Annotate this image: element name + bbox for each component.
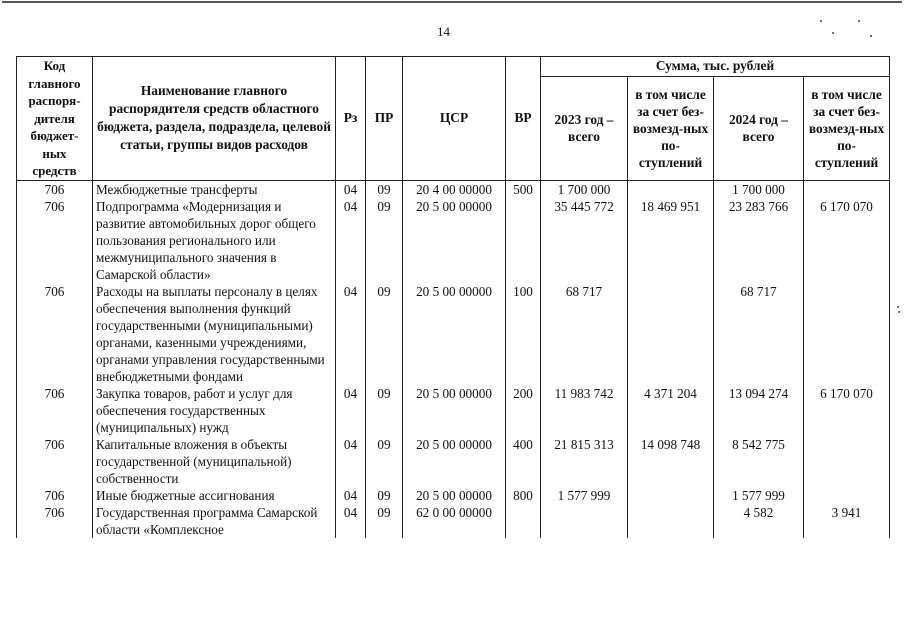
cell-name: Капитальные вложения в объекты государственной (муниципальной) собственности bbox=[93, 436, 336, 487]
page-number: 14 bbox=[437, 24, 450, 39]
cell-2024-gratis bbox=[804, 180, 890, 198]
cell-code: 706 bbox=[17, 504, 93, 538]
cell-2023-gratis: 18 469 951 bbox=[628, 198, 714, 283]
table-row bbox=[17, 487, 890, 504]
cell-code: 706 bbox=[17, 385, 93, 436]
cell-rz: 04 bbox=[336, 180, 366, 198]
cell-vr bbox=[506, 504, 541, 538]
cell-2024-total: 13 094 274 bbox=[714, 385, 804, 436]
cell-vr: 100 bbox=[506, 283, 541, 385]
cell-pr: 09 bbox=[366, 198, 403, 283]
cell-2023-gratis bbox=[628, 504, 714, 538]
cell-name: Закупка товаров, работ и услуг для обеспечения государственных (муниципальных) нужд bbox=[93, 385, 336, 436]
table-row bbox=[17, 180, 890, 198]
cell-vr: 500 bbox=[506, 180, 541, 198]
table-row bbox=[17, 436, 890, 487]
cell-code: 706 bbox=[17, 180, 93, 198]
header-csr: ЦСР bbox=[403, 57, 506, 181]
cell-pr: 09 bbox=[366, 487, 403, 504]
cell-2024-total: 4 582 bbox=[714, 504, 804, 538]
cell-name: Межбюджетные трансферты bbox=[93, 180, 336, 198]
cell-2023-total: 68 717 bbox=[541, 283, 628, 385]
cell-rz: 04 bbox=[336, 487, 366, 504]
cell-rz: 04 bbox=[336, 385, 366, 436]
cell-2023-total: 11 983 742 bbox=[541, 385, 628, 436]
cell-2024-gratis bbox=[804, 487, 890, 504]
cell-name: Расходы на выплаты персоналу в целях обеспечения выполнения функций государственными (муниципальными) органами, казенными учреждениями, органами управления государственными внебюджетными фондами bbox=[93, 283, 336, 385]
cell-csr: 20 5 00 00000 bbox=[403, 487, 506, 504]
cell-code: 706 bbox=[17, 436, 93, 487]
cell-code: 706 bbox=[17, 283, 93, 385]
scan-specks bbox=[818, 18, 888, 42]
cell-2023-gratis: 14 098 748 bbox=[628, 436, 714, 487]
cell-2023-total: 21 815 313 bbox=[541, 436, 628, 487]
cell-2024-gratis: 6 170 070 bbox=[804, 198, 890, 283]
cell-rz: 04 bbox=[336, 283, 366, 385]
cell-pr: 09 bbox=[366, 436, 403, 487]
cell-csr: 20 5 00 00000 bbox=[403, 283, 506, 385]
cell-pr: 09 bbox=[366, 504, 403, 538]
table-row bbox=[17, 504, 890, 538]
cell-2024-gratis: 6 170 070 bbox=[804, 385, 890, 436]
cell-code: 706 bbox=[17, 487, 93, 504]
cell-vr: 800 bbox=[506, 487, 541, 504]
cell-vr: 400 bbox=[506, 436, 541, 487]
table-row bbox=[17, 198, 890, 283]
header-2023-total: 2023 год – всего bbox=[541, 76, 628, 180]
cell-2023-total: 1 577 999 bbox=[541, 487, 628, 504]
header-2024-gratis: в том числе за счет без-возмезд-ных по-ступлений bbox=[804, 76, 890, 180]
table-row bbox=[17, 283, 890, 385]
header-2024-total: 2024 год – всего bbox=[714, 76, 804, 180]
cell-csr: 20 5 00 00000 bbox=[403, 436, 506, 487]
cell-2023-gratis bbox=[628, 487, 714, 504]
cell-2024-total: 23 283 766 bbox=[714, 198, 804, 283]
cell-rz: 04 bbox=[336, 198, 366, 283]
header-sum-group: Сумма, тыс. рублей bbox=[541, 57, 890, 77]
cell-code: 706 bbox=[17, 198, 93, 283]
cell-name: Подпрограмма «Модернизация и развитие автомобильных дорог общего пользования регионального или межмуниципального значения в Самарской области» bbox=[93, 198, 336, 283]
cell-2023-total bbox=[541, 504, 628, 538]
cell-csr: 20 5 00 00000 bbox=[403, 385, 506, 436]
header-2023-gratis: в том числе за счет без-возмезд-ных по-ступлений bbox=[628, 76, 714, 180]
cell-2023-total: 1 700 000 bbox=[541, 180, 628, 198]
cell-rz: 04 bbox=[336, 504, 366, 538]
cell-name: Иные бюджетные ассигнования bbox=[93, 487, 336, 504]
cell-pr: 09 bbox=[366, 283, 403, 385]
cell-2024-gratis: 3 941 bbox=[804, 504, 890, 538]
cell-vr bbox=[506, 198, 541, 283]
cell-csr: 62 0 00 00000 bbox=[403, 504, 506, 538]
cell-2024-total: 8 542 775 bbox=[714, 436, 804, 487]
header-pr: ПР bbox=[366, 57, 403, 181]
cell-2023-gratis bbox=[628, 180, 714, 198]
budget-table bbox=[16, 56, 890, 538]
cell-2024-total: 68 717 bbox=[714, 283, 804, 385]
cell-rz: 04 bbox=[336, 436, 366, 487]
table-header bbox=[17, 57, 890, 181]
cell-pr: 09 bbox=[366, 385, 403, 436]
cell-name: Государственная программа Самарской области «Комплексное bbox=[93, 504, 336, 538]
cell-2023-gratis bbox=[628, 283, 714, 385]
cell-2024-total: 1 577 999 bbox=[714, 487, 804, 504]
header-rz: Рз bbox=[336, 57, 366, 181]
header-code: Код главного распоря-дителя бюджет-ных средств bbox=[17, 57, 93, 181]
cell-csr: 20 4 00 00000 bbox=[403, 180, 506, 198]
header-vr: ВР bbox=[506, 57, 541, 181]
cell-csr: 20 5 00 00000 bbox=[403, 198, 506, 283]
cell-2024-gratis bbox=[804, 283, 890, 385]
cell-2023-total: 35 445 772 bbox=[541, 198, 628, 283]
cell-2023-gratis: 4 371 204 bbox=[628, 385, 714, 436]
scan-speck-right bbox=[897, 306, 901, 316]
table-row bbox=[17, 385, 890, 436]
cell-2024-total: 1 700 000 bbox=[714, 180, 804, 198]
table-body bbox=[17, 180, 890, 538]
cell-vr: 200 bbox=[506, 385, 541, 436]
header-name: Наименование главного распорядителя средств областного бюджета, раздела, подраздела, целевой статьи, группы видов расходов bbox=[93, 57, 336, 181]
top-edge-line bbox=[2, 1, 902, 3]
cell-2024-gratis bbox=[804, 436, 890, 487]
cell-pr: 09 bbox=[366, 180, 403, 198]
